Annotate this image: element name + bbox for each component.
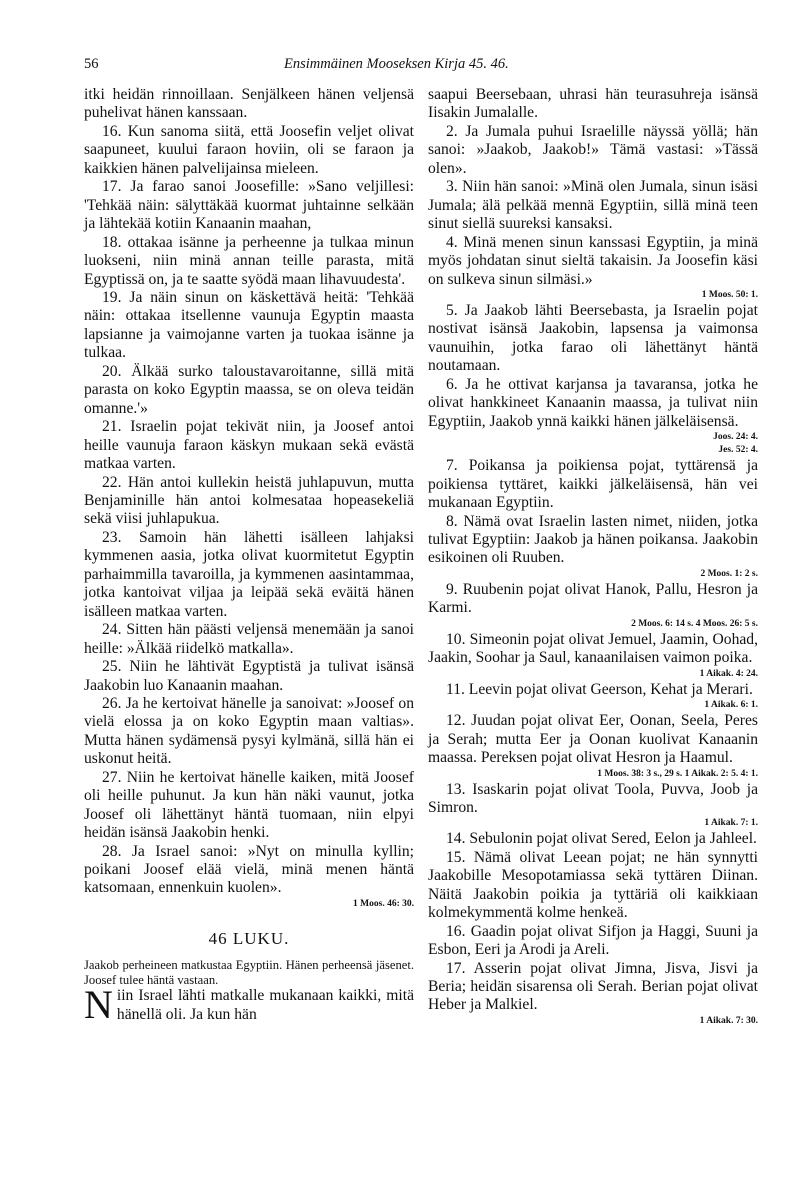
verse-1: [84, 982, 414, 1028]
verse-23: 23. Samoin hän lähetti isälleen lahjaksi kymmenen aasia, jotka olivat kuormitetut Egyptin parhaimmilla tavaroilla, ja kymmenen aasintammaa, jotka kantoivat viljaa ja leipää sekä eväitä hänen isälleen matkaa varten.: [84, 528, 414, 620]
verse-7: 7. Poikansa ja poikiensa pojat, tyttärensä ja poikiensa tyttäret, kaikki jälkeläisensä, hän vei mukanaan Egyptiin.: [428, 457, 758, 512]
cross-reference: 1 Moos. 38: 3 s., 29 s. 1 Aikak. 2: 5. 4: 1.: [597, 768, 758, 779]
verse-17: 17. Asserin pojat olivat Jimna, Jisva, Jisvi ja Beria; heidän sisarensa oli Serah. Berian pojat olivat Heber ja Malkiel.: [428, 959, 758, 1014]
drop-cap: N: [84, 982, 113, 1028]
verse-1-text: iin Israel lähti matkalle mukanaan kaikki, mitä hänellä oli. Ja kun hän: [116, 987, 414, 1023]
cross-reference: 2 Moos. 6: 14 s. 4 Moos. 26: 5 s.: [631, 618, 758, 629]
verse-17: 17. Ja farao sanoi Joosefille: »Sano veljillesi: 'Tehkää näin: sälyttäkää kuormat juhtainne selkään ja lähtekää kotiin Kanaanin maahan,: [84, 178, 414, 233]
verse-19: 19. Ja näin sinun on käskettävä heitä: 'Tehkää näin: ottakaa itsellenne vaunuja Egyptin maasta lapsianne ja vaimojanne varten ja tuokaa isänne ja tulkaa.: [84, 288, 414, 362]
verse-4: 4. Minä menen sinun kanssasi Egyptiin, ja minä myös johdatan sinut sieltä takaisin. Ja Joosefin käsi on sulkeva sinun silmäsi.»: [428, 233, 758, 288]
verse-27: 27. Niin he kertoivat hänelle kaiken, mitä Joosef oli heille puhunut. Ja kun hän näki vaunut, jotka Joosef oli lähettänyt häntä tuomaan, niin elpyi heidän isänsä Jaakobin henki.: [84, 768, 414, 842]
verse-14: 14. Sebulonin pojat olivat Sered, Eelon ja Jahleel.: [446, 830, 757, 848]
verse-16: 16. Gaadin pojat olivat Sifjon ja Haggi, Suuni ja Esbon, Eeri ja Arodi ja Areli.: [428, 922, 758, 959]
cross-reference: 1 Aikak. 4: 24.: [699, 668, 758, 679]
cross-reference: 1 Moos. 50: 1.: [701, 289, 758, 300]
verse-21: 21. Israelin pojat tekivät niin, ja Joosef antoi heille vaunuja faraon käskyn mukaan sekä evästä matkaa varten.: [84, 418, 414, 473]
verse-22: 22. Hän antoi kullekin heistä juhlapuvun, mutta Benjaminille hän antoi kolmesataa hopeasekeliä sekä viisi juhlapukua.: [84, 473, 414, 528]
cross-reference: 1 Aikak. 7: 30.: [699, 1015, 758, 1026]
verse-3: 3. Niin hän sanoi: »Minä olen Jumala, sinun isäsi Jumala; älä pelkää mennä Egyptiin, sillä minä teen sinut siellä suureksi kansaksi.: [428, 178, 758, 233]
right-column: [428, 86, 758, 1028]
verse-2: 2. Ja Jumala puhui Israelille näyssä yöllä; hän sanoi: »Jaakob, Jaakob!» Tämä vastasi: »Tässä olen».: [428, 122, 758, 177]
verse-26: 26. Ja he kertoivat hänelle ja sanoivat: »Joosef on vielä elossa ja on koko Egyptin maan valtias». Mutta hänen sydämensä pysyi kylmänä, sillä hän ei uskonut heitä.: [84, 694, 414, 768]
verse-8: 8. Nämä ovat Israelin lasten nimet, niiden, jotka tulivat Egyptiin: Jaakob ja hänen poikansa. Jaakobin esikoinen oli Ruuben.: [428, 512, 758, 567]
cross-reference: 1 Aikak. 6: 1.: [704, 700, 758, 711]
verse-1-continuation: saapui Beersebaan, uhrasi hän teurasuhreja isänsä Iisakin Jumalalle.: [428, 86, 758, 122]
verse-16: 16. Kun sanoma siitä, että Joosefin veljet olivat saapuneet, kuului faraon hoviin, oli se faraon ja kaikkien hänen palvelijainsa mieleen.: [84, 122, 414, 177]
verse-18: 18. ottakaa isänne ja perheenne ja tulkaa minun luokseni, niin minä annan teille parasta, mitä Egyptissä on, ja te saatte syödä maan lihavuudesta'.: [84, 233, 414, 288]
verse-13: 13. Isaskarin pojat olivat Toola, Puvva, Joob ja Simron.: [428, 780, 758, 816]
cross-reference: Jes. 52: 4.: [718, 445, 758, 456]
verse-5: 5. Ja Jaakob lähti Beersebasta, ja Israelin pojat nostivat isänsä Jaakobin, lapsensa ja vaimonsa vaunuihin, jotka farao oli lähettänyt häntä noutamaan.: [428, 301, 758, 375]
verse-15: 15. Nämä olivat Leean pojat; ne hän synnytti Jaakobille Mesopotamiassa sekä tyttären Diinan. Näitä Jaakobin poikia ja tyttäriä oli kaikkiaan kolmekymmentä kolme henkeä.: [428, 848, 758, 922]
chapter-summary: Jaakob perheineen matkustaa Egyptiin. Hänen perheensä jäsenet. Joosef tulee häntä vastaan.: [84, 957, 414, 987]
chapter-heading: 46 LUKU.: [208, 928, 290, 948]
cross-reference: 1 Aikak. 7: 1.: [704, 818, 758, 829]
verse-11: 11. Leevin pojat olivat Geerson, Kehat ja Merari.: [446, 680, 753, 698]
verse-28: 28. Ja Israel sanoi: »Nyt on minulla kyllin; poikani Joosef elää vielä, minä menen häntä katsomaan, ennenkuin kuolen».: [84, 842, 414, 897]
verse-continuation: itki heidän rinnoillaan. Senjälkeen hänen veljensä puhelivat hänen kanssaan.: [84, 86, 414, 122]
verse-9: 9. Ruubenin pojat olivat Hanok, Pallu, Hesron ja Karmi.: [428, 580, 758, 617]
verse-6: 6. Ja he ottivat karjansa ja tavaransa, jotka he olivat hankkineet Kanaanin maassa, ja tulivat niin Egyptiin, Jaakob ynnä kaikki hänen jälkeläisensä.: [428, 375, 758, 430]
page-number: 56: [84, 56, 99, 72]
verse-20: 20. Älkää surko taloustavaroitanne, sillä mitä parasta on koko Egyptin maassa, se on oleva teidän omanne.'»: [84, 362, 414, 417]
page-header: [0, 56, 792, 76]
verse-24: 24. Sitten hän päästi veljensä menemään ja sanoi heille: »Älkää riidelkö matkalla».: [84, 621, 414, 657]
running-title: Ensimmäinen Mooseksen Kirja 45. 46.: [284, 56, 509, 72]
verse-25: 25. Niin he lähtivät Egyptistä ja tulivat isänsä Jaakobin luo Kanaanin maahan.: [84, 658, 414, 694]
verse-10: 10. Simeonin pojat olivat Jemuel, Jaamin, Oohad, Jaakin, Soohar ja Saul, kanaanilaisen vaimon poika.: [428, 630, 758, 667]
cross-reference: Joos. 24: 4.: [713, 432, 758, 443]
cross-reference: 2 Moos. 1: 2 s.: [700, 568, 758, 579]
verse-12: 12. Juudan pojat olivat Eer, Oonan, Seela, Peres ja Serah; mutta Eer ja Oonan kuolivat Kanaanin maassa. Pereksen pojat olivat Hesron ja Haamul.: [428, 712, 758, 767]
cross-reference: 1 Moos. 46: 30.: [353, 898, 414, 909]
left-column: [84, 86, 414, 1028]
